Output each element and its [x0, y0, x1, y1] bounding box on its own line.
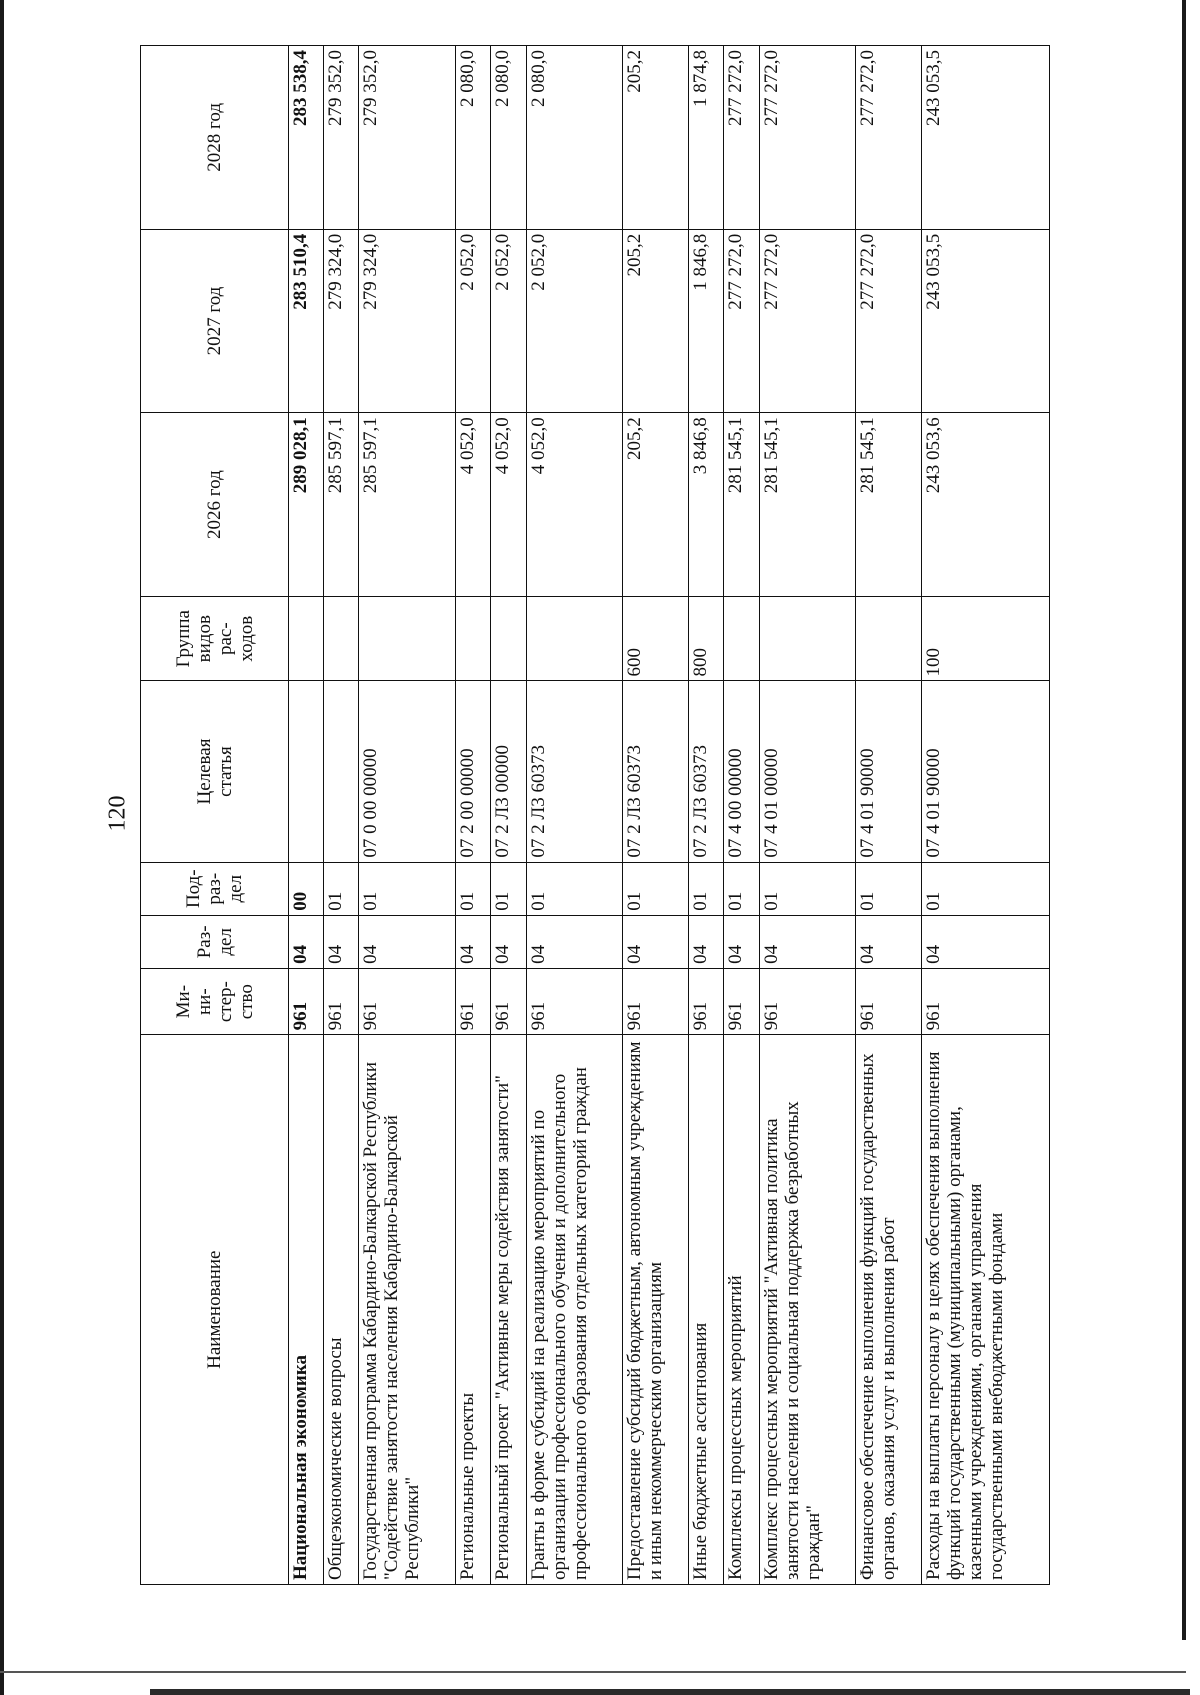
header-2028: 2028 год: [141, 46, 289, 230]
cell-razdel: 04: [623, 915, 689, 968]
table-row: [759, 46, 856, 1585]
table-row: [689, 46, 724, 1585]
cell-name: Комплекс процессных мероприятий "Активная политика занятости населения и социальная поддержка безработных граждан": [759, 1035, 856, 1585]
cell-target: 07 2 00 00000: [456, 681, 491, 862]
cell-2028: 2 080,0: [456, 46, 491, 230]
cell-2027: 283 510,4: [289, 229, 324, 413]
cell-ministry: 961: [324, 968, 359, 1034]
cell-target: [324, 681, 359, 862]
table-row: [359, 46, 456, 1585]
table-row: [456, 46, 491, 1585]
cell-2027: 2 052,0: [491, 229, 526, 413]
cell-group: [359, 596, 456, 681]
cell-2026: 4 052,0: [491, 413, 526, 597]
cell-target: 07 4 00 00000: [724, 681, 759, 862]
cell-target: 07 2 Л3 60373: [623, 681, 689, 862]
table-row: [526, 46, 623, 1585]
cell-ministry: 961: [456, 968, 491, 1034]
cell-podrazdel: 01: [456, 862, 491, 915]
table-header-row: [141, 46, 289, 1585]
cell-2026: 4 052,0: [526, 413, 623, 597]
cell-2028: 277 272,0: [724, 46, 759, 230]
cell-ministry: 961: [856, 968, 922, 1034]
table-row: [724, 46, 759, 1585]
cell-2027: 2 052,0: [526, 229, 623, 413]
cell-2028: 279 352,0: [359, 46, 456, 230]
header-group: Группа видов рас- ходов: [141, 596, 289, 681]
page-number: 120: [104, 795, 131, 832]
cell-ministry: 961: [922, 968, 1050, 1034]
cell-2026: 281 545,1: [759, 413, 856, 597]
cell-podrazdel: 01: [689, 862, 724, 915]
cell-podrazdel: 01: [724, 862, 759, 915]
cell-2028: 2 080,0: [526, 46, 623, 230]
cell-razdel: 04: [759, 915, 856, 968]
cell-name: Государственная программа Кабардино-Балкарской Республики "Содействие занятости населения Кабардино-Балкарской Республики": [359, 1035, 456, 1585]
cell-ministry: 961: [724, 968, 759, 1034]
cell-name: Гранты в форме субсидий на реализацию мероприятий по организации профессионального обучения и дополнительного профессионального образования отдельных категорий граждан: [526, 1035, 623, 1585]
cell-2027: 279 324,0: [359, 229, 456, 413]
cell-razdel: 04: [456, 915, 491, 968]
cell-group: 800: [689, 596, 724, 681]
cell-name: Финансовое обеспечение выполнения функций государственных органов, оказания услуг и выполнения работ: [856, 1035, 922, 1585]
cell-podrazdel: 00: [289, 862, 324, 915]
cell-podrazdel: 01: [324, 862, 359, 915]
cell-group: [491, 596, 526, 681]
cell-group: [526, 596, 623, 681]
page-edge-right: [1182, 0, 1186, 1640]
cell-ministry: 961: [526, 968, 623, 1034]
table-row: [856, 46, 922, 1585]
cell-name: Региональные проекты: [456, 1035, 491, 1585]
header-target: Целевая статья: [141, 681, 289, 862]
header-2026: 2026 год: [141, 413, 289, 597]
cell-target: 07 4 01 90000: [922, 681, 1050, 862]
cell-ministry: 961: [491, 968, 526, 1034]
cell-name: Расходы на выплаты персоналу в целях обеспечения выполнения функций государственными (муниципальными) органами, казенными учреждениями, органами управления государственными внебюджетными фондами: [922, 1035, 1050, 1585]
cell-2028: 243 053,5: [922, 46, 1050, 230]
header-razdel: Раз- дел: [141, 915, 289, 968]
cell-2027: 205,2: [623, 229, 689, 413]
cell-podrazdel: 01: [623, 862, 689, 915]
cell-razdel: 04: [689, 915, 724, 968]
table-row: [324, 46, 359, 1585]
cell-2026: 243 053,6: [922, 413, 1050, 597]
cell-ministry: 961: [359, 968, 456, 1034]
cell-group: [289, 596, 324, 681]
cell-2027: 2 052,0: [456, 229, 491, 413]
table-body: [289, 46, 1050, 1585]
page-edge-bottom-line: [0, 1671, 1186, 1673]
cell-target: 07 4 01 90000: [856, 681, 922, 862]
cell-name: Общеэкономические вопросы: [324, 1035, 359, 1585]
cell-2026: 285 597,1: [324, 413, 359, 597]
table-row: [289, 46, 324, 1585]
cell-group: [856, 596, 922, 681]
page-edge-bottom: [150, 1689, 1190, 1695]
rotated-table-wrapper: [140, 45, 1050, 1585]
cell-ministry: 961: [623, 968, 689, 1034]
cell-target: 07 2 Л3 60373: [526, 681, 623, 862]
cell-target: [289, 681, 324, 862]
cell-name: Предоставление субсидий бюджетным, автономным учреждениям и иным некоммерческим организациям: [623, 1035, 689, 1585]
cell-name: Иные бюджетные ассигнования: [689, 1035, 724, 1585]
cell-2027: 277 272,0: [856, 229, 922, 413]
cell-2028: 283 538,4: [289, 46, 324, 230]
header-2027: 2027 год: [141, 229, 289, 413]
cell-group: 600: [623, 596, 689, 681]
cell-2027: 277 272,0: [724, 229, 759, 413]
cell-podrazdel: 01: [759, 862, 856, 915]
cell-2026: 281 545,1: [856, 413, 922, 597]
cell-podrazdel: 01: [856, 862, 922, 915]
cell-target: 07 0 00 00000: [359, 681, 456, 862]
cell-target: 07 2 Л3 60373: [689, 681, 724, 862]
cell-name: Комплексы процессных мероприятий: [724, 1035, 759, 1585]
cell-ministry: 961: [689, 968, 724, 1034]
cell-name: Региональный проект "Активные меры содействия занятости": [491, 1035, 526, 1585]
cell-podrazdel: 01: [359, 862, 456, 915]
budget-table: [140, 45, 1050, 1585]
cell-podrazdel: 01: [922, 862, 1050, 915]
cell-2028: 1 874,8: [689, 46, 724, 230]
cell-group: [456, 596, 491, 681]
cell-group: [759, 596, 856, 681]
table-row: [623, 46, 689, 1585]
cell-razdel: 04: [289, 915, 324, 968]
cell-group: [724, 596, 759, 681]
cell-target: 07 2 Л3 00000: [491, 681, 526, 862]
cell-ministry: 961: [759, 968, 856, 1034]
cell-2028: 205,2: [623, 46, 689, 230]
cell-2028: 277 272,0: [759, 46, 856, 230]
cell-group: [324, 596, 359, 681]
cell-2026: 205,2: [623, 413, 689, 597]
cell-name: Национальная экономика: [289, 1035, 324, 1585]
cell-2028: 2 080,0: [491, 46, 526, 230]
cell-razdel: 04: [526, 915, 623, 968]
cell-2026: 285 597,1: [359, 413, 456, 597]
cell-2027: 243 053,5: [922, 229, 1050, 413]
cell-2028: 279 352,0: [324, 46, 359, 230]
cell-2028: 277 272,0: [856, 46, 922, 230]
table-row: [491, 46, 526, 1585]
cell-podrazdel: 01: [491, 862, 526, 915]
cell-2026: 281 545,1: [724, 413, 759, 597]
header-name: Наименование: [141, 1035, 289, 1585]
cell-podrazdel: 01: [526, 862, 623, 915]
cell-razdel: 04: [324, 915, 359, 968]
cell-target: 07 4 01 00000: [759, 681, 856, 862]
cell-2027: 277 272,0: [759, 229, 856, 413]
cell-razdel: 04: [922, 915, 1050, 968]
cell-ministry: 961: [289, 968, 324, 1034]
cell-2026: 3 846,8: [689, 413, 724, 597]
header-podrazdel: Под- раз- дел: [141, 862, 289, 915]
cell-2026: 4 052,0: [456, 413, 491, 597]
cell-2026: 289 028,1: [289, 413, 324, 597]
header-ministry: Ми- ни- стер- ство: [141, 968, 289, 1034]
table-row: [922, 46, 1050, 1585]
cell-razdel: 04: [359, 915, 456, 968]
cell-2027: 279 324,0: [324, 229, 359, 413]
cell-razdel: 04: [724, 915, 759, 968]
page-edge-left: [0, 0, 4, 1695]
cell-group: 100: [922, 596, 1050, 681]
cell-2027: 1 846,8: [689, 229, 724, 413]
cell-razdel: 04: [856, 915, 922, 968]
cell-razdel: 04: [491, 915, 526, 968]
